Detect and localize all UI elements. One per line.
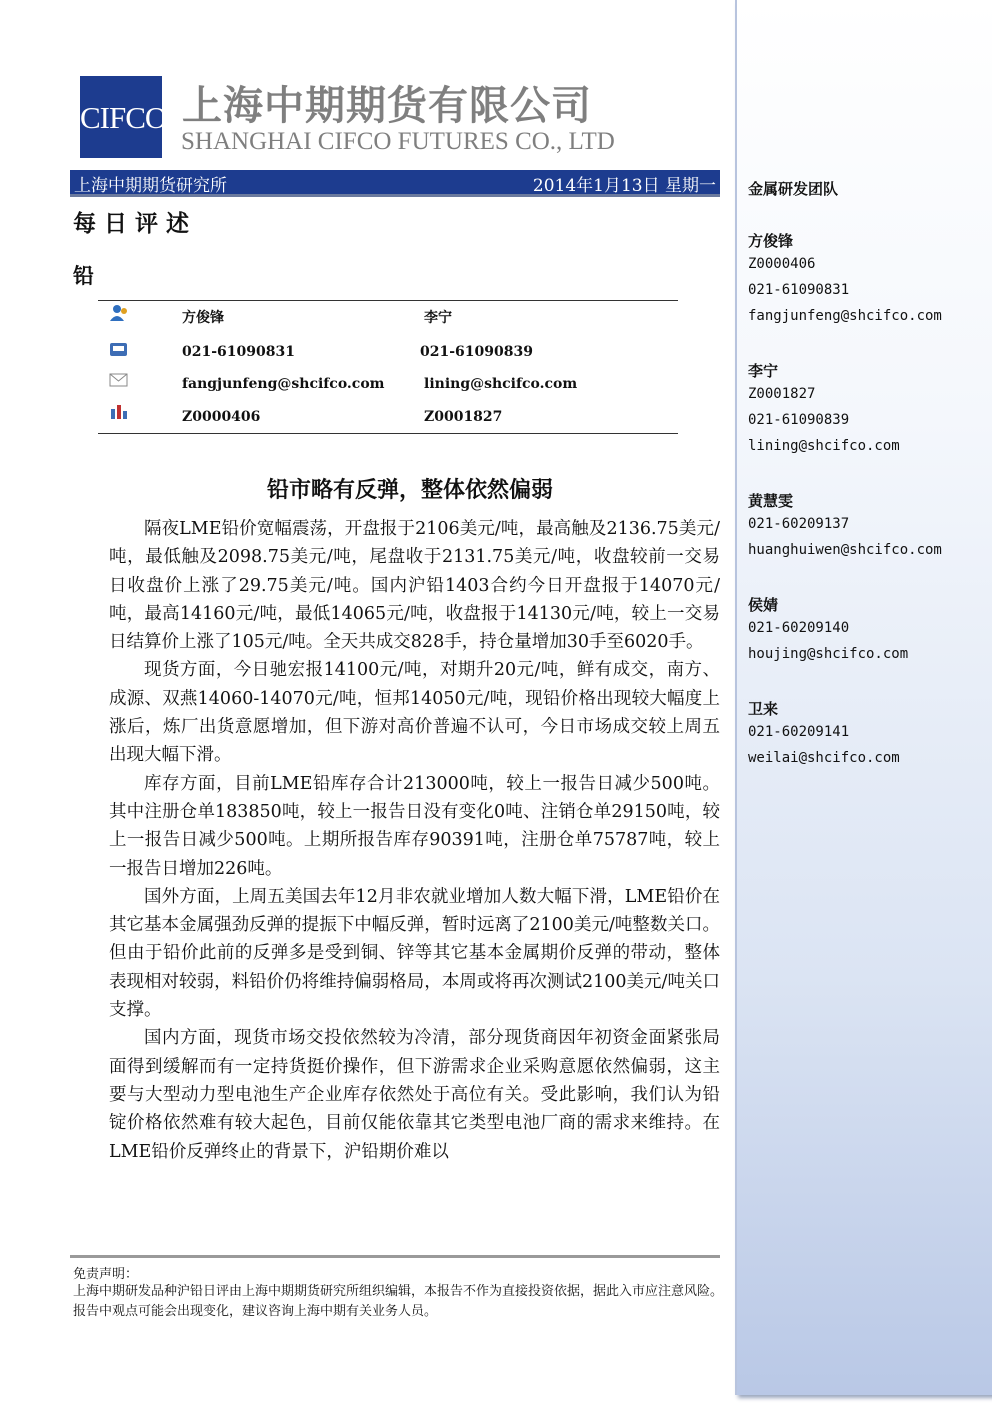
contact-phone: 021-61090839 [420, 344, 533, 360]
member-email[interactable]: weilai@shcifco.com [748, 750, 900, 766]
member-name: 侯婧 [748, 596, 779, 614]
member-email[interactable]: fangjunfeng@shcifco.com [748, 308, 942, 324]
member-phone: 021-60209141 [748, 724, 850, 740]
report-date: 2014年1月13日 星期一 [532, 176, 716, 196]
member-email[interactable]: houjing@shcifco.com [748, 646, 909, 662]
paragraph: 国外方面，上周五美国去年12月非农就业增加人数大幅下滑，LME铅价在其它基本金属强劲反弹的提振下中幅反弹，暂时远离了2100美元/吨整数关口。但由于铅价此前的反弹多是受到铜、锌等其它基本金属期价反弹的带动，整体表现相对较弱，料铅价仍将维持偏弱格局，本周或将再次测试2100美元/吨关口支撑。 [109, 886, 720, 1021]
report-heading: 每日评述 [73, 210, 197, 237]
company-name-cn: 上海中期期货有限公司 [182, 83, 592, 129]
report-title: 铅市略有反弹，整体依然偏弱 [266, 477, 553, 503]
email-icon [108, 371, 130, 389]
member-email[interactable]: huanghuiwen@shcifco.com [748, 542, 942, 558]
team-heading: 金属研发团队 [748, 180, 839, 198]
member-name: 卫来 [748, 700, 779, 718]
logo-text: CIFCO [80, 100, 167, 135]
member-license: Z0001827 [748, 386, 816, 402]
paragraph: 现货方面，今日驰宏报14100元/吨，对期升20元/吨，鲜有成交，南方、成源、双燕14060-14070元/吨，恒邦14050元/吨，现铅价格出现较大幅度上涨后，炼厂出货意愿增加，但下游对高价普遍不认可，今日市场成交较上周五出现大幅下滑。 [109, 660, 720, 766]
contact-license: Z0000406 [182, 409, 261, 425]
contact-license: Z0001827 [424, 409, 503, 425]
member-name: 黄慧雯 [748, 492, 794, 510]
member-name: 李宁 [748, 362, 779, 380]
contact-email[interactable]: fangjunfeng@shcifco.com [182, 376, 385, 392]
member-phone: 021-61090831 [748, 282, 850, 298]
member-phone: 021-60209140 [748, 620, 850, 636]
disclaimer-text: 上海中期研发品种沪铅日评由上海中期期货研究所组织编辑，本报告不作为直接投资依据，据此入市应注意风险。报告中观点可能会出现变化，建议咨询上海中期有关业务人员。 [73, 1284, 724, 1319]
member-license: Z0000406 [748, 256, 816, 272]
commodity-label: 铅 [73, 263, 94, 288]
member-email[interactable]: lining@shcifco.com [748, 438, 900, 454]
person-icon [108, 304, 130, 322]
disclaimer-heading: 免责声明： [73, 1267, 139, 1282]
member-name: 方俊锋 [748, 232, 794, 250]
license-icon [108, 403, 130, 421]
company-name-en: SHANGHAI CIFCO FUTURES CO., LTD [181, 128, 615, 155]
footer-rule [70, 1255, 720, 1258]
member-phone: 021-61090839 [748, 412, 850, 428]
member-phone: 021-60209137 [748, 516, 850, 532]
paragraph: 库存方面，目前LME铅库存合计213000吨，较上一报告日减少500吨。其中注册仓单183850吨，较上一报告日没有变化0吨、注销仓单29150吨，较上一报告日减少500吨。上期所报告库存90391吨，注册仓单75787吨，较上一报告日增加226吨。 [109, 773, 720, 879]
phone-icon [108, 340, 130, 358]
header-band [70, 170, 720, 197]
contact-phone: 021-61090831 [182, 344, 295, 360]
contact-email[interactable]: lining@shcifco.com [424, 376, 578, 392]
table-top-rule [98, 300, 678, 301]
table-bottom-rule [98, 433, 678, 434]
institute-name: 上海中期期货研究所 [74, 176, 227, 196]
contact-name: 方俊锋 [182, 310, 224, 326]
paragraph: 国内方面，现货市场交投依然较为冷清，部分现货商因年初资金面紧张局面得到缓解而有一定持货挺价操作，但下游需求企业采购意愿依然偏弱，这主要与大型动力型电池生产企业库存依然处于高位有关。受此影响，我们认为铅锭价格依然难有较大起色，目前仅能依靠其它类型电池厂商的需求来维持。在LME铅价反弹终止的背景下，沪铅期价难以 [109, 1028, 720, 1162]
paragraph: 隔夜LME铅价宽幅震荡，开盘报于2106美元/吨，最高触及2136.75美元/吨，最低触及2098.75美元/吨，尾盘收于2131.75美元/吨，收盘较前一交易日收盘价上涨了29.75美元/吨。国内沪铅1403合约今日开盘报于14070元/吨，最高14160元/吨，最低14065元/吨，收盘报于14130元/吨，较上一交易日结算价上涨了105元/吨。全天共成交828手，持仓量增加30手至6020手。 [109, 519, 720, 653]
contact-name: 李宁 [424, 310, 452, 326]
report-body [109, 515, 720, 1166]
